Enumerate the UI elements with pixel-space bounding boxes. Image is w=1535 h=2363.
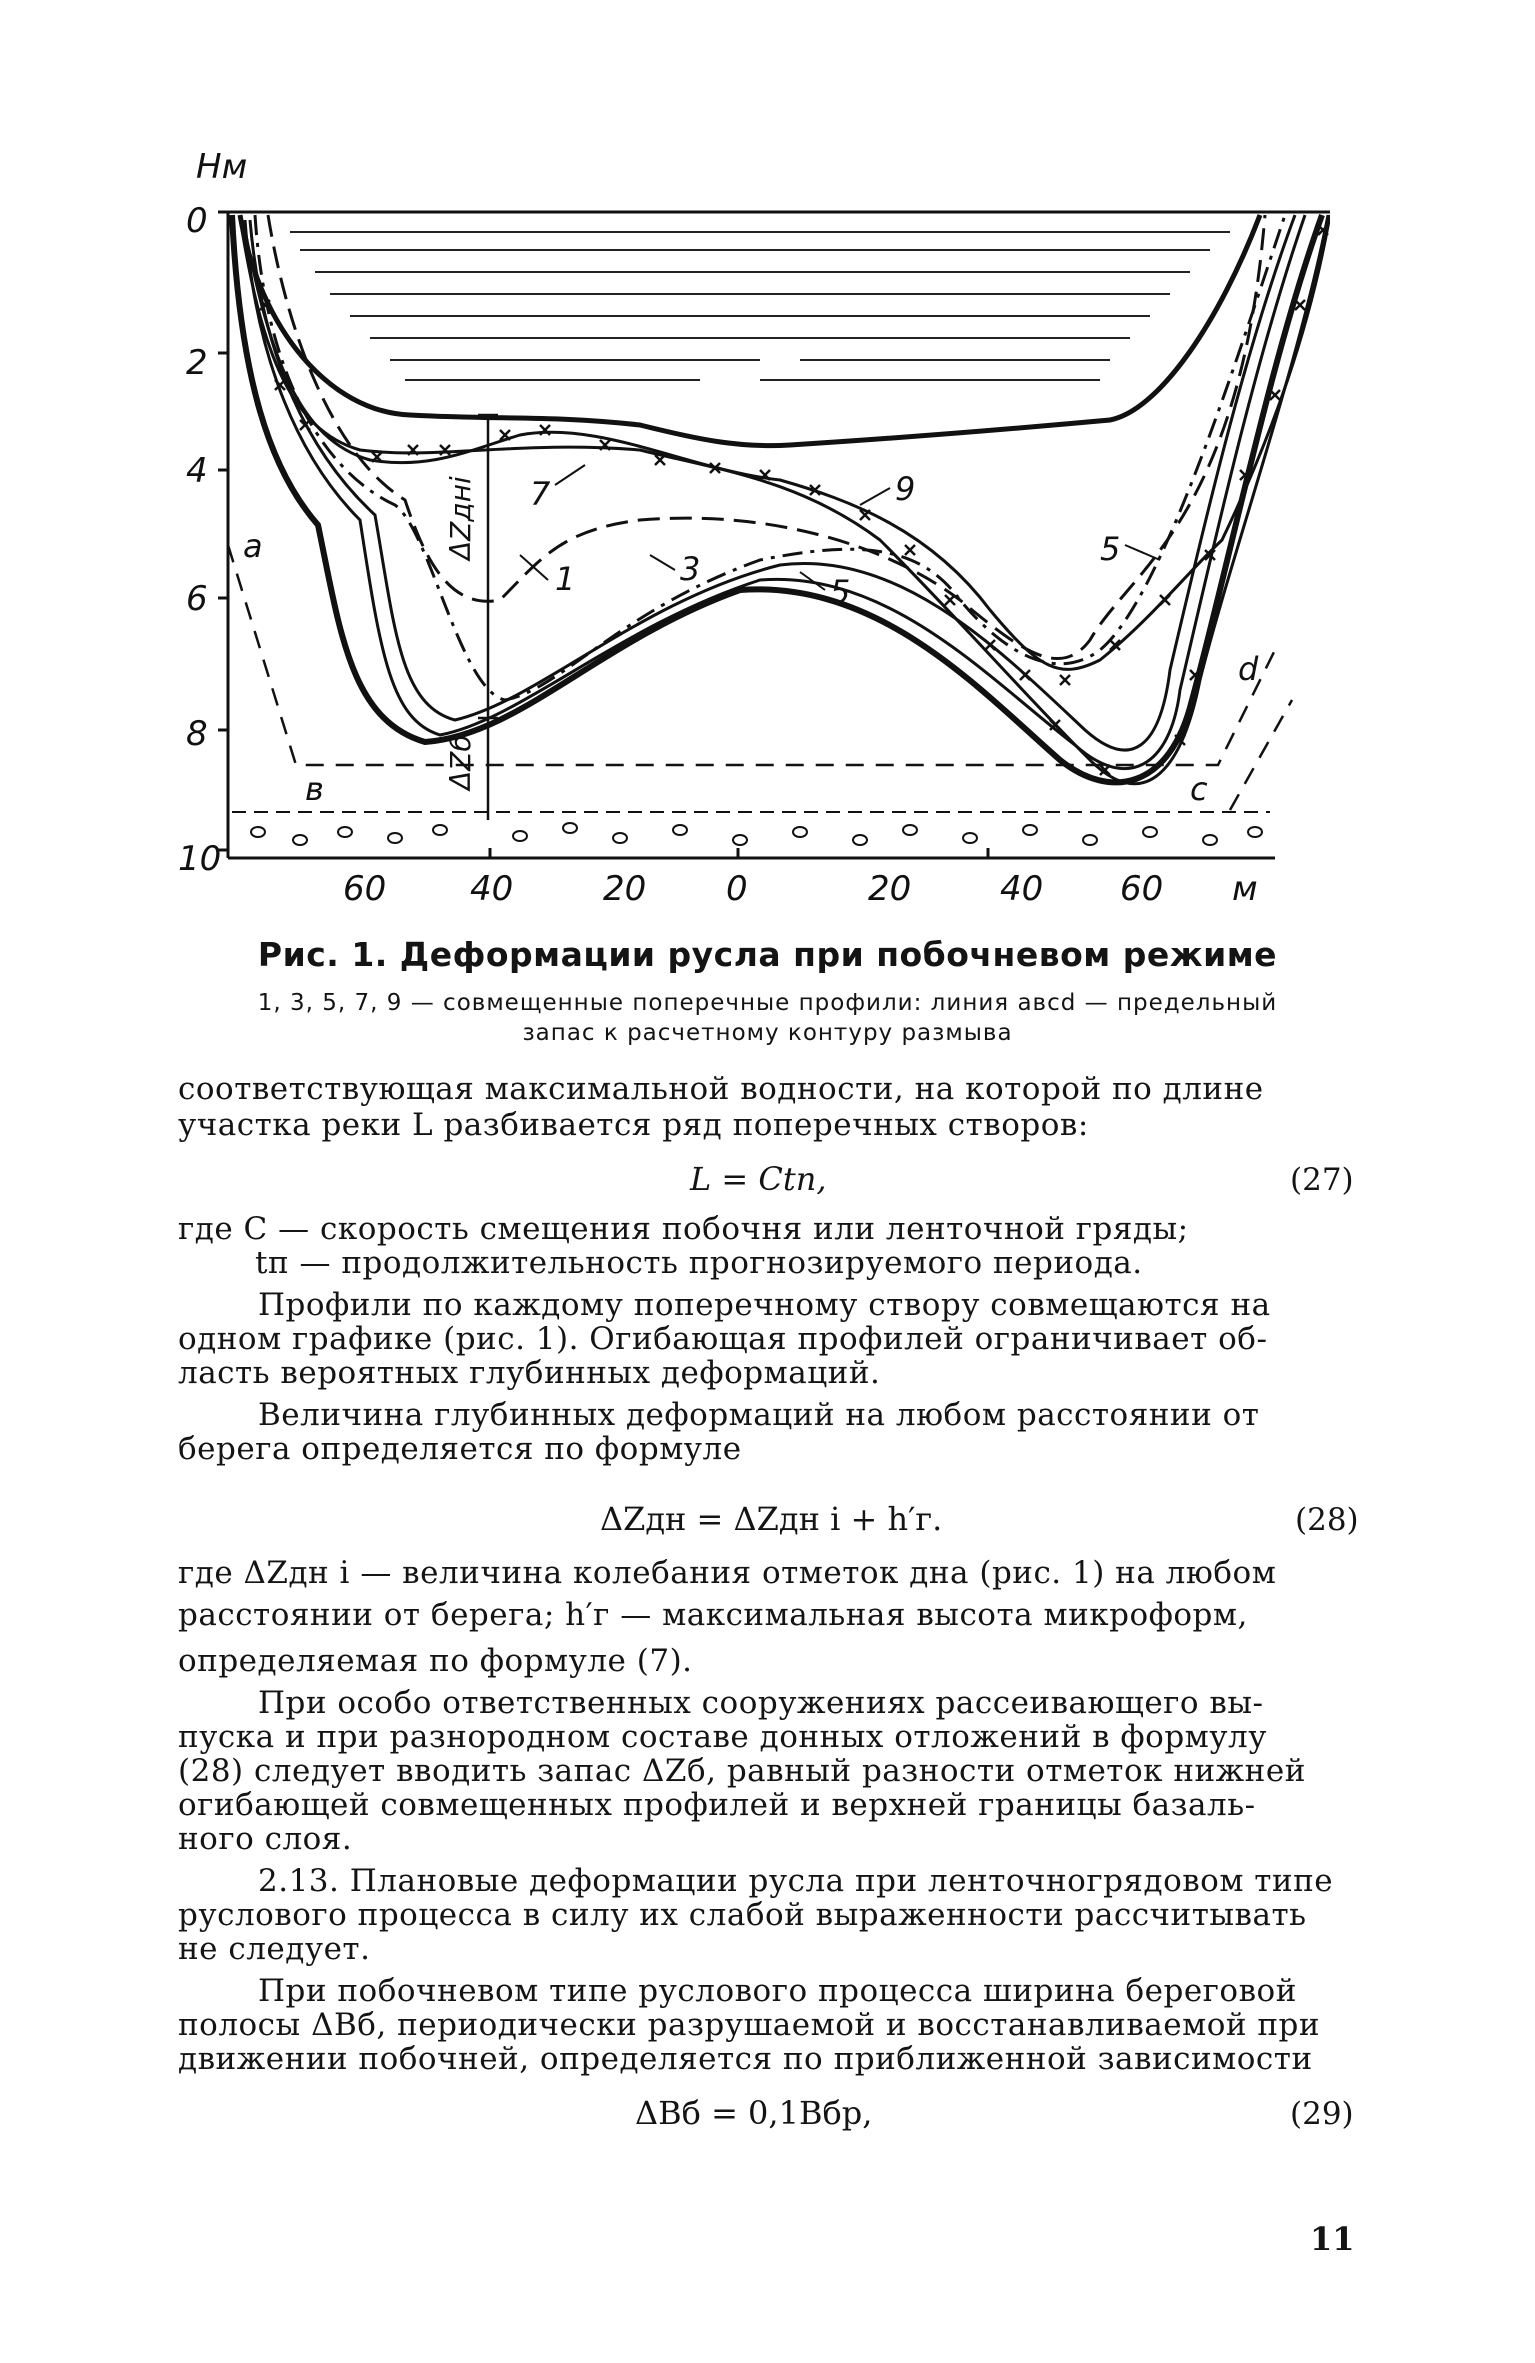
where-2-line-2: расстоянии от берега; h′г — максимальная высота микроформ, — [178, 1597, 1248, 1633]
y-tick-8: 8 — [186, 714, 208, 754]
water-surface-hatching — [290, 232, 1230, 380]
x-tick-4: 0 — [726, 869, 748, 909]
profile-label-1: 1 — [555, 560, 576, 598]
equation-29-number: (29) — [1290, 2096, 1354, 2132]
equation-27-number: (27) — [1290, 1162, 1354, 1198]
paragraph-6-line-3: движении побочней, определяется по приближенной зависимости — [178, 2041, 1313, 2077]
paragraph-2-line-2: одном графике (рис. 1). Огибающая профилей ограничивает об- — [178, 1321, 1268, 1357]
where-2-line-1: где ΔZдн i — величина колебания отметок дна (рис. 1) на любом — [178, 1555, 1277, 1591]
paragraph-1-line-1: соответствующая максимальной водности, на которой по длине — [178, 1071, 1264, 1107]
lower-envelope-line — [232, 215, 1322, 782]
profile-label-5-right: 5 — [1100, 530, 1121, 568]
x-tick-1: 60 — [343, 869, 387, 909]
paragraph-3-line-1: Величина глубинных деформаций на любом расстоянии от — [258, 1397, 1260, 1433]
paragraph-6-line-2: полосы ΔBб, периодически разрушаемой и восстанавливаемой при — [178, 2007, 1321, 2043]
where-1-line-1: где C — скорость смещения побочня или ленточной гряды; — [178, 1211, 1189, 1247]
paragraph-2-line-3: ласть вероятных глубинных деформаций. — [178, 1355, 881, 1391]
basal-layer — [232, 812, 1270, 845]
profile-1-line — [245, 215, 1305, 769]
equation-28-number: (28) — [1295, 1502, 1359, 1538]
paragraph-5-line-1: 2.13. Плановые деформации русла при ленточногрядовом типе — [258, 1863, 1334, 1899]
figure-caption-line-2: запас к расчетному контуру размыва — [522, 1020, 1013, 1046]
paragraph-2-line-1: Профили по каждому поперечному створу совмещаются на — [258, 1287, 1271, 1323]
figure-caption-title: Рис. 1. Деформации русла при побочневом режиме — [257, 935, 1278, 974]
y-tick-0: 0 — [186, 201, 208, 241]
page-number: 11 — [1310, 2220, 1355, 2258]
x-axis-unit: м — [1232, 869, 1258, 909]
paragraph-3-line-2: берега определяется по формуле — [178, 1431, 742, 1467]
paragraph-4-line-1: При особо ответственных сооружениях рассеивающего вы- — [258, 1685, 1264, 1721]
profile-label-9: 9 — [895, 470, 916, 508]
paragraph-4-line-3: (28) следует вводить запас ΔZб, равный разности отметок нижней — [178, 1753, 1306, 1789]
x-tick-2: 40 — [470, 869, 514, 909]
equation-28: ΔZдн = ΔZдн i + h′г. — [600, 1500, 943, 1538]
y-axis-label: Hм — [196, 147, 248, 187]
profile-label-7: 7 — [530, 475, 551, 513]
paragraph-4-line-4: огибающей совмещенных профилей и верхней границы базаль- — [178, 1787, 1256, 1823]
x-tick-5: 20 — [868, 869, 912, 909]
x-tick-6: 40 — [1000, 869, 1044, 909]
where-2-line-3: определяемая по формуле (7). — [178, 1643, 693, 1679]
equation-27: L = Ctп, — [690, 1160, 827, 1198]
paragraph-5-line-3: не следует. — [178, 1931, 371, 1967]
equation-29: ΔBб = 0,1Bбр, — [635, 2094, 873, 2132]
where-1-line-2: tп — продолжительность прогнозируемого периода. — [255, 1245, 1143, 1281]
y-tick-10: 10 — [178, 839, 222, 879]
y-tick-4: 4 — [186, 451, 208, 491]
profile-label-3: 3 — [680, 550, 701, 588]
letter-d: d — [1238, 650, 1259, 688]
letter-a: a — [243, 527, 263, 565]
profile-3-dashdot — [255, 215, 1285, 700]
limit-line-d-upper — [1230, 700, 1292, 810]
paragraph-1-line-2: участка реки L разбивается ряд поперечных створов: — [178, 1107, 1089, 1143]
figure-caption-line-1: 1, 3, 5, 7, 9 — совмещенные поперечные профили: линия авсd — предельный — [257, 990, 1278, 1016]
paragraph-4-line-5: ного слоя. — [178, 1821, 353, 1857]
letter-c: c — [1190, 770, 1208, 808]
profile-label-5: 5 — [830, 573, 851, 611]
y-tick-2: 2 — [186, 343, 208, 383]
paragraph-6-line-1: При побочневом типе руслового процесса ширина береговой — [258, 1973, 1297, 2009]
cross-section-figure — [150, 145, 1330, 915]
dz-dni-label: ΔZдні — [444, 476, 477, 560]
letter-b: в — [305, 770, 324, 808]
paragraph-4-line-2: пуска и при разнородном составе донных отложений в формулу — [178, 1719, 1267, 1755]
y-tick-6: 6 — [186, 579, 208, 619]
dz-b-label: ΔZб — [444, 734, 477, 790]
profile-label-leaders — [520, 465, 1160, 590]
x-tick-7: 60 — [1120, 869, 1164, 909]
x-tick-3: 20 — [603, 869, 647, 909]
paragraph-5-line-2: руслового процесса в силу их слабой выраженности рассчитывать — [178, 1897, 1307, 1933]
